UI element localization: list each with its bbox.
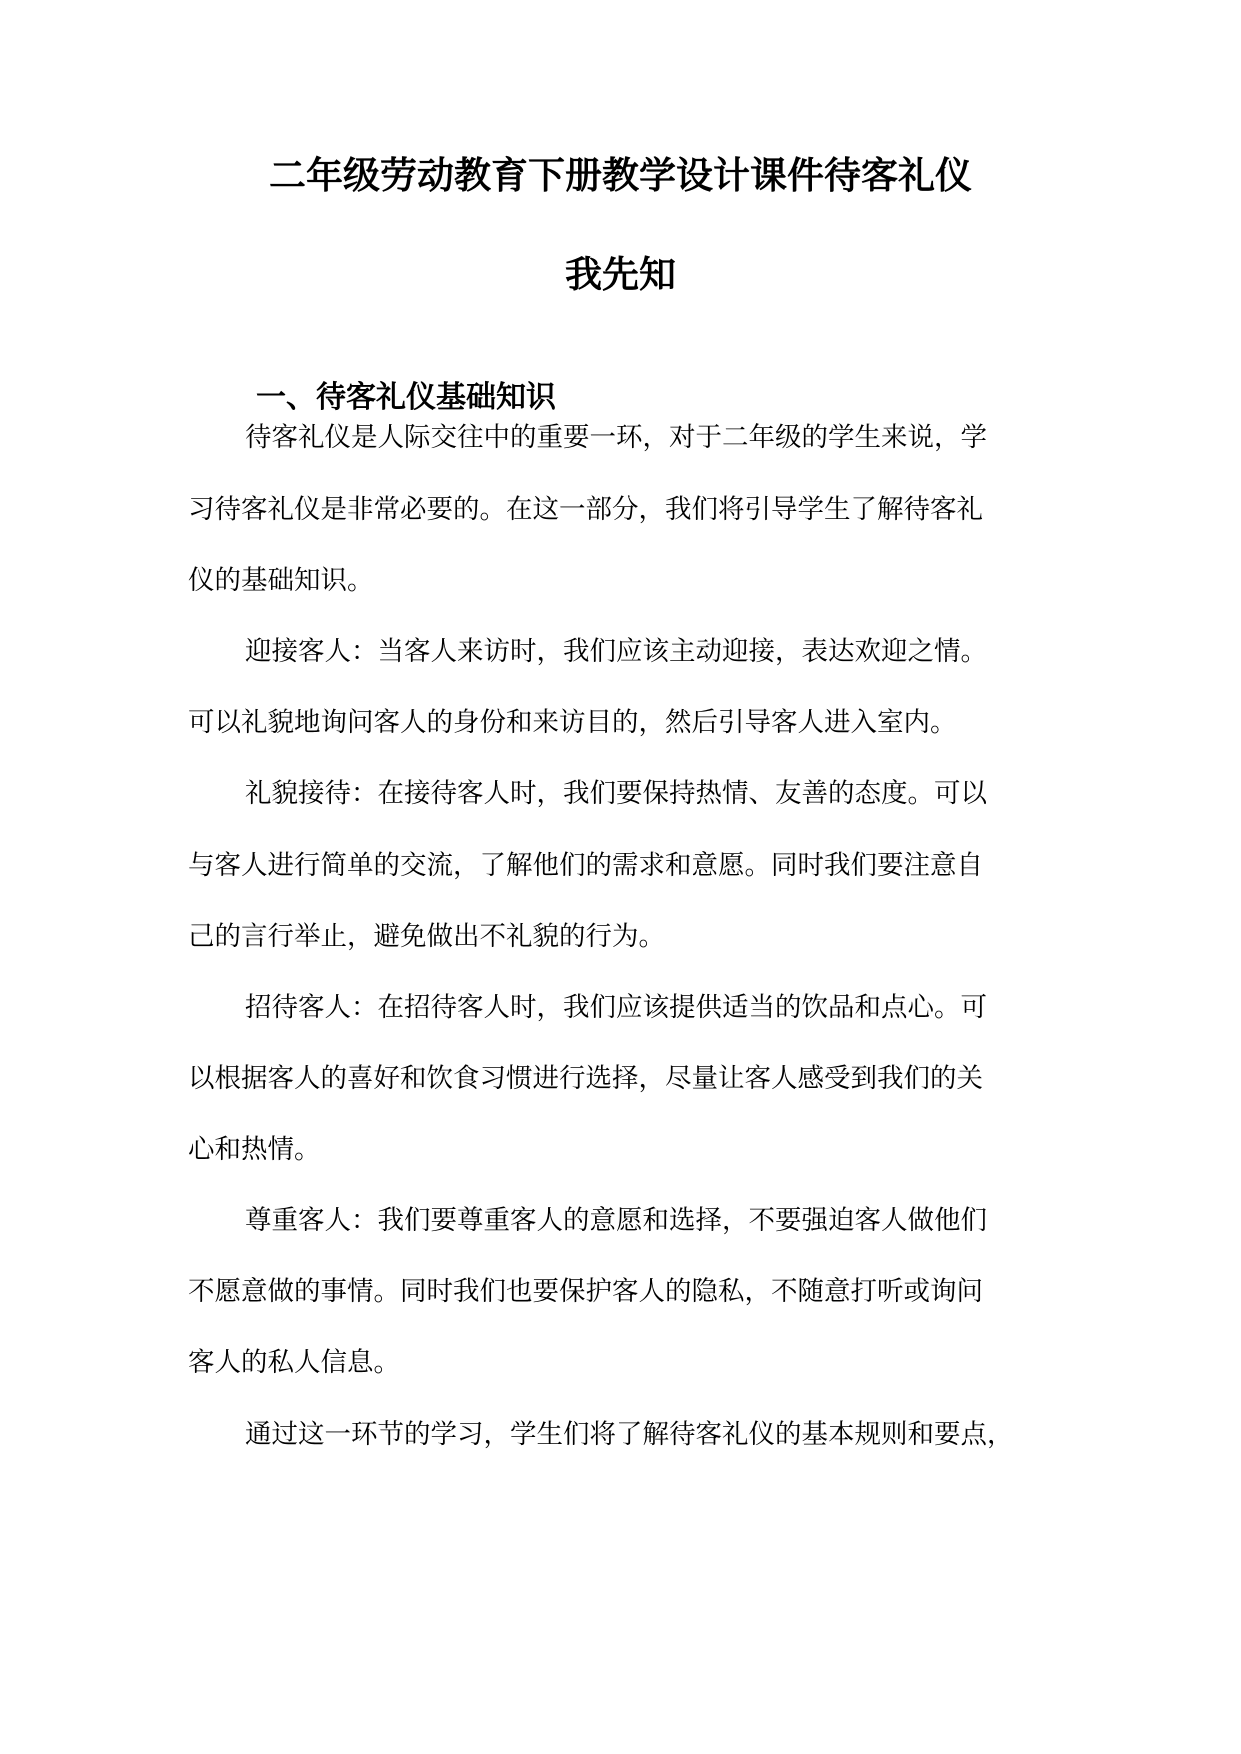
paragraph-line: 通过这一环节的学习，学生们将了解待客礼仪的基本规则和要点， — [245, 1419, 1014, 1450]
paragraph-line: 招待客人：在招待客人时，我们应该提供适当的饮品和点心。可 — [245, 992, 987, 1023]
paragraph-line: 客人的私人信息。 — [188, 1347, 400, 1378]
paragraph-line: 仪的基础知识。 — [188, 565, 374, 596]
paragraph-line: 己的言行举止，避免做出不礼貌的行为。 — [188, 921, 665, 952]
paragraph-line: 礼貌接待：在接待客人时，我们要保持热情、友善的态度。可以 — [245, 778, 987, 809]
section-heading: 一、待客礼仪基础知识 — [256, 380, 556, 415]
paragraph-line: 待客礼仪是人际交往中的重要一环，对于二年级的学生来说，学 — [245, 422, 987, 453]
paragraph-line: 尊重客人：我们要尊重客人的意愿和选择，不要强迫客人做他们 — [245, 1205, 987, 1236]
paragraph-line: 心和热情。 — [188, 1134, 321, 1165]
paragraph-line: 以根据客人的喜好和饮食习惯进行选择，尽量让客人感受到我们的关 — [188, 1063, 983, 1094]
paragraph-line: 可以礼貌地询问客人的身份和来访目的，然后引导客人进入室内。 — [188, 707, 957, 738]
document-title: 二年级劳动教育下册教学设计课件待客礼仪 — [269, 154, 972, 197]
paragraph-line: 迎接客人：当客人来访时，我们应该主动迎接，表达欢迎之情。 — [245, 636, 987, 667]
paragraph-line: 习待客礼仪是非常必要的。在这一部分，我们将引导学生了解待客礼 — [188, 494, 983, 525]
document-subtitle: 我先知 — [565, 253, 676, 296]
paragraph-line: 不愿意做的事情。同时我们也要保护客人的隐私，不随意打听或询问 — [188, 1276, 983, 1307]
paragraph-line: 与客人进行简单的交流，了解他们的需求和意愿。同时我们要注意自 — [188, 850, 983, 881]
